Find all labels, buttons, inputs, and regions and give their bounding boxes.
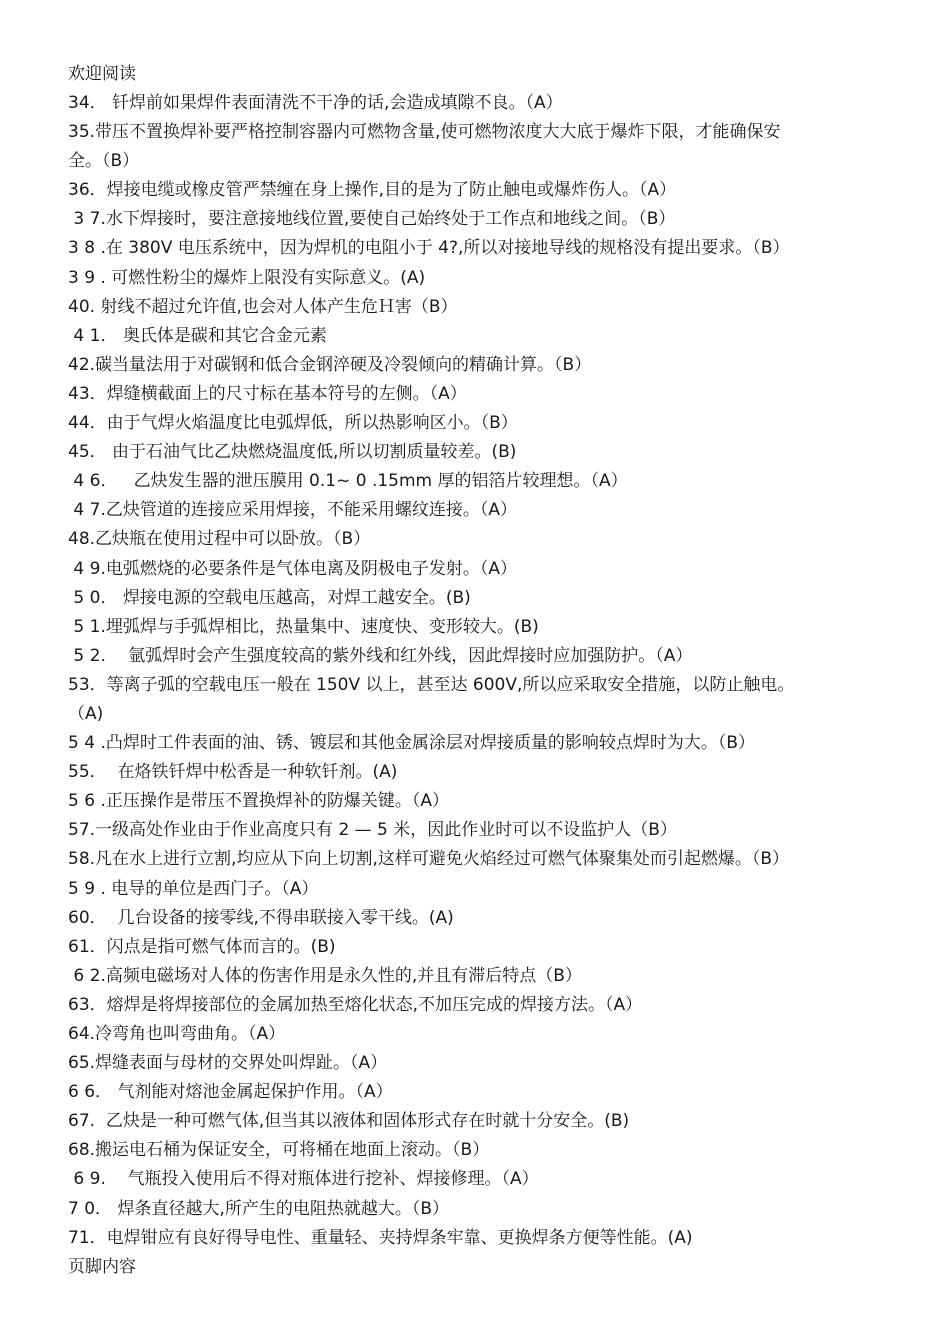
- question-line: 68.搬运电石桶为保证安全，可将桶在地面上滚动。（B）: [68, 1140, 490, 1161]
- question-line: 5 1.埋弧焊与手弧焊相比，热量集中、速度快、变形较大。(B): [68, 616, 539, 637]
- question-line: 64.冷弯角也叫弯曲角。（A）: [68, 1024, 286, 1044]
- question-line: 61．闪点是指可燃气体而言的。(B): [68, 936, 336, 957]
- question-line: 7 0． 焊条直径越大,所产生的电阻热就越大。（B）: [68, 1198, 450, 1219]
- page-header: 欢迎阅读: [68, 64, 136, 84]
- question-line: 5 4 .凸焊时工件表面的油、锈、镀层和其他金属涂层对焊接质量的影响较点焊时为大。（B）: [68, 733, 756, 754]
- question-line: 53．等离子弧的空载电压一般在 150V 以上，甚至达 600V,所以应采取安全措施，以防止触电。: [68, 674, 795, 695]
- question-line: 58.凡在水上进行立割,均应从下向上切割,这样可避免火焰经过可燃气体聚集处而引起燃爆。（B）: [68, 849, 790, 870]
- question-line: 4 7.乙炔管道的连接应采用焊接，不能采用螺纹连接。（A）: [68, 500, 517, 521]
- question-line: 42.碳当量法用于对碳钢和低合金钢淬硬及冷裂倾向的精确计算。（B）: [68, 354, 592, 375]
- question-line: 5 6 .正压操作是带压不置换焊补的防爆关键。（A）: [68, 791, 449, 812]
- question-line: 5 0． 焊接电源的空载电压越高，对焊工越安全。(B): [68, 587, 471, 608]
- question-line: 4 9.电弧燃烧的必要条件是气体电离及阴极电子发射。（A）: [68, 558, 517, 579]
- question-line: 45． 由于石油气比乙炔燃烧温度低,所以切割质量较差。(B): [68, 442, 517, 463]
- question-line: 34． 钎焊前如果焊件表面清洗不干净的话,会造成填隙不良。（A）: [68, 93, 563, 113]
- question-line: 55． 在烙铁钎焊中松香是一种软钎剂。(A): [68, 762, 398, 783]
- question-line: 44．由于气焊火焰温度比电弧焊低，所以热影响区小。（B）: [68, 413, 518, 434]
- question-line: 全。（B）: [68, 151, 140, 172]
- question-line: 36．焊接电缆或橡皮管严禁缠在身上操作,目的是为了防止触电或爆炸伤人。（A）: [68, 180, 677, 201]
- question-line: 6 9. 气瓶投入使用后不得对瓶体进行挖补、焊接修理。（A）: [68, 1169, 539, 1190]
- question-line: 71．电焊钳应有良好得导电性、重量轻、夹持焊条牢靠、更换焊条方便等性能。(A): [68, 1227, 693, 1248]
- question-line: （A): [68, 703, 104, 724]
- question-line: 6 6． 气剂能对熔池金属起保护作用。（A）: [68, 1082, 393, 1103]
- question-line: 67. 乙炔是一种可燃气体,但当其以液体和固体形式存在时就十分安全。(B): [68, 1111, 630, 1132]
- question-line: 5 2． 氩弧焊时会产生强度较高的紫外线和红外线，因此焊接时应加强防护。（A）: [68, 645, 693, 666]
- question-line: 5 9 . 电导的单位是西门子。（A）: [68, 878, 319, 899]
- question-line: 40. 射线不超过允许值,也会对人体产生危Ｈ害（B）: [68, 296, 458, 317]
- question-line: 4 6． 乙炔发生器的泄压膜用 0.1~ 0 .15mm 厚的铝箔片较理想。（A）: [68, 471, 628, 492]
- question-line: 57.一级高处作业由于作业高度只有 2 — 5 米，因此作业时可以不设监护人（B）: [68, 820, 677, 841]
- question-line: 3 8 .在 380V 电压系统中，因为焊机的电阻小于 4?,所以对接地导线的规格没有提出要求。（B）: [68, 238, 790, 259]
- question-line: 6 2.高频电磁场对人体的伤害作用是永久性的,并且有滞后特点（B）: [68, 965, 582, 986]
- question-line: 48.乙炔瓶在使用过程中可以卧放。（B）: [68, 529, 371, 550]
- page-footer: 页脚内容: [68, 1256, 136, 1277]
- question-line: 35.带压不置换焊补要严格控制容器内可燃物含量,使可燃物浓度大大底于爆炸下限，才能确保安: [68, 122, 781, 143]
- question-list: [68, 89, 878, 1253]
- question-line: 63．熔焊是将焊接部位的金属加热至熔化状态,不加压完成的焊接方法。（A）: [68, 994, 643, 1015]
- question-line: 60． 几台设备的接零线,不得串联接入零干线。(A): [68, 907, 454, 928]
- question-line: 43．焊缝横截面上的尺寸标在基本符号的左侧。（A）: [68, 383, 467, 404]
- question-line: 3 9 . 可燃性粉尘的爆炸上限没有实际意义。(A): [68, 267, 426, 288]
- question-line: 4 1． 奥氏体是碳和其它合金元素: [68, 325, 327, 346]
- question-line: 65.焊缝表面与母材的交界处叫焊趾。（A）: [68, 1053, 388, 1074]
- question-line: 3 7.水下焊接时，要注意接地线位置,要使自己始终处于工作点和地线之间。（B）: [68, 209, 676, 230]
